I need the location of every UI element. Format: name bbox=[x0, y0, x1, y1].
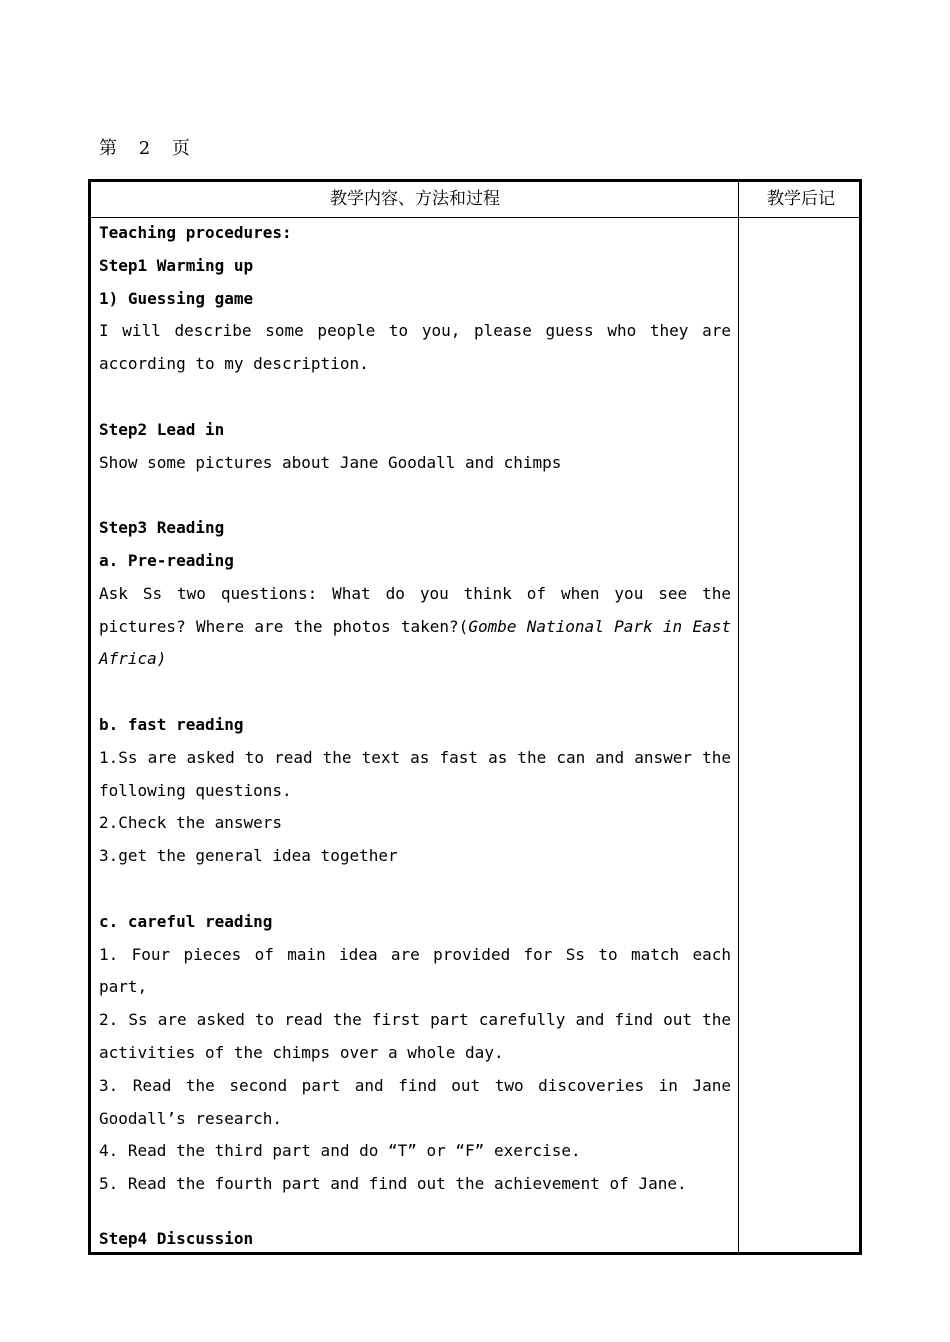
fast-reading-heading: b. fast reading bbox=[99, 714, 244, 734]
step1-text-line1: I will describe some people to you, please guess who they are bbox=[99, 321, 731, 341]
careful-reading-line4: activities of the chimps over a whole day. bbox=[99, 1042, 504, 1062]
careful-reading-line3: 2. Ss are asked to read the first part carefully and find out the bbox=[99, 1010, 731, 1030]
careful-reading-line8: 5. Read the fourth part and find out the achievement of Jane. bbox=[99, 1174, 687, 1194]
pre-reading-line2-italic: Gombe National Park in East bbox=[468, 616, 732, 636]
careful-reading-heading: c. careful reading bbox=[99, 911, 273, 931]
fast-reading-line4: 3.get the general idea together bbox=[99, 846, 398, 866]
page-number-label bbox=[99, 134, 204, 160]
careful-reading-line6: Goodall’s research. bbox=[99, 1108, 283, 1128]
page-suffix: 页 bbox=[171, 138, 192, 159]
step2-heading: Step2 Lead in bbox=[99, 419, 225, 439]
step4-heading: Step4 Discussion bbox=[99, 1228, 254, 1248]
pre-reading-line3: Africa) bbox=[99, 649, 167, 669]
pre-reading-line2 bbox=[99, 611, 731, 644]
spacer bbox=[99, 381, 731, 414]
lesson-plan-table bbox=[88, 179, 862, 1255]
spacer bbox=[99, 873, 731, 906]
procedures-title: Teaching procedures: bbox=[99, 223, 292, 242]
step1-text-line2: according to my description. bbox=[99, 354, 369, 374]
teaching-content-cell bbox=[99, 217, 731, 1256]
step3-heading: Step3 Reading bbox=[99, 518, 225, 538]
spacer bbox=[99, 1201, 731, 1223]
header-content-method-process: 教学内容、方法和过程 bbox=[330, 189, 500, 209]
header-teaching-notes: 教学后记 bbox=[767, 189, 835, 209]
pre-reading-line1: Ask Ss two questions: What do you think of when you see the bbox=[99, 583, 731, 603]
fast-reading-line3: 2.Check the answers bbox=[99, 813, 283, 833]
page-prefix: 第 bbox=[99, 138, 119, 159]
pre-reading-line2-text: pictures? Where are the photos taken?( bbox=[99, 616, 469, 636]
page-number: 2 bbox=[138, 138, 153, 159]
spacer bbox=[99, 479, 731, 512]
fast-reading-line1: 1.Ss are asked to read the text as fast as the can and answer the bbox=[99, 747, 731, 767]
careful-reading-line1: 1. Four pieces of main idea are provided for Ss to match each bbox=[99, 944, 731, 964]
column-divider bbox=[738, 182, 739, 1252]
step1-heading: Step1 Warming up bbox=[99, 255, 254, 275]
fast-reading-line2: following questions. bbox=[99, 780, 292, 800]
spacer bbox=[99, 676, 731, 709]
step2-text: Show some pictures about Jane Goodall and chimps bbox=[99, 452, 562, 472]
careful-reading-line7: 4. Read the third part and do “T” or “F” exercise. bbox=[99, 1141, 581, 1161]
careful-reading-line5: 3. Read the second part and find out two discoveries in Jane bbox=[99, 1075, 731, 1095]
careful-reading-line2: part, bbox=[99, 977, 148, 997]
step1-subheading: 1) Guessing game bbox=[99, 288, 254, 308]
pre-reading-heading: a. Pre-reading bbox=[99, 550, 234, 570]
